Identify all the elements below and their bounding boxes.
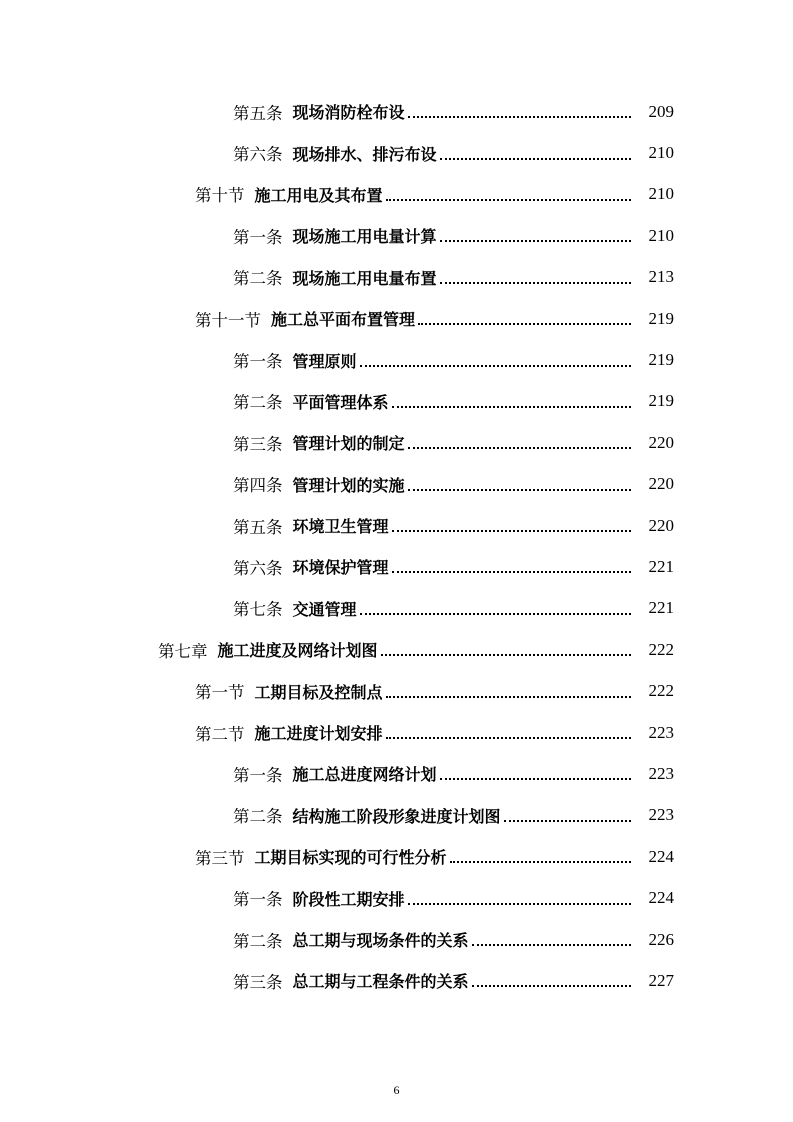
toc-entry-title: 施工进度及网络计划图 <box>217 641 378 661</box>
toc-entry-title: 施工进度计划安排 <box>254 724 383 744</box>
toc-entry-number: 第五条 <box>233 103 283 123</box>
toc-entry-page: 224 <box>648 888 674 908</box>
toc-entry[interactable] <box>0 919 793 960</box>
toc-entry-page: 219 <box>648 350 674 370</box>
toc-entry-page: 210 <box>648 143 674 163</box>
toc-entry[interactable] <box>0 298 793 339</box>
toc-entry-number: 第二条 <box>233 269 283 289</box>
toc-entry-number: 第六条 <box>233 145 283 165</box>
toc-entry[interactable] <box>0 712 793 753</box>
toc-entry-page: 227 <box>648 970 674 990</box>
toc-entry-number: 第五条 <box>233 517 283 537</box>
dot-leader <box>408 488 631 491</box>
toc-entry-page: 222 <box>648 639 674 659</box>
toc-entry-title: 环境卫生管理 <box>292 517 389 537</box>
toc-entry[interactable] <box>0 91 793 132</box>
toc-entry-page: 221 <box>648 598 674 618</box>
toc-entry[interactable] <box>0 753 793 794</box>
toc-entry-number: 第二条 <box>233 807 283 827</box>
dot-leader <box>450 860 631 863</box>
toc-entry-page: 223 <box>648 722 674 742</box>
toc-entry-page: 209 <box>648 101 674 121</box>
toc-entry-number: 第二节 <box>195 724 245 744</box>
toc-entry-page: 213 <box>648 267 674 287</box>
toc-entry-number: 第一条 <box>233 227 283 247</box>
toc-entry-title: 总工期与现场条件的关系 <box>292 931 469 950</box>
page-number: 6 <box>393 1083 400 1097</box>
toc-entry-number: 第七条 <box>233 600 283 620</box>
toc-entry-title: 现场消防栓布设 <box>292 103 405 123</box>
toc-entry-title: 阶段性工期安排 <box>292 889 405 909</box>
toc-entry[interactable] <box>0 836 793 877</box>
toc-entry-page: 223 <box>648 805 674 825</box>
dot-leader <box>392 570 631 573</box>
toc-entry[interactable] <box>0 960 793 1001</box>
toc-entry-title: 现场排水、排污布设 <box>292 144 437 164</box>
dot-leader <box>472 984 631 987</box>
toc-entry-number: 第二条 <box>233 393 283 413</box>
dot-leader <box>440 777 631 780</box>
toc-entry-title: 施工总进度网络计划 <box>292 765 437 785</box>
toc-entry-number: 第三条 <box>233 434 283 454</box>
toc-entry[interactable] <box>0 422 793 463</box>
toc-entry-title: 管理计划的实施 <box>292 475 405 495</box>
toc-entry[interactable] <box>0 381 793 422</box>
toc-entry-page: 220 <box>648 515 674 535</box>
toc-entry-number: 第一条 <box>233 765 283 785</box>
toc-entry-number: 第十节 <box>195 186 245 206</box>
toc-entry-number: 第三条 <box>233 972 283 992</box>
toc-entry-number: 第一节 <box>195 683 245 703</box>
toc-entry-title: 工期目标及控制点 <box>254 682 383 702</box>
dot-leader <box>360 364 631 367</box>
dot-leader <box>472 943 631 946</box>
toc-entry-number: 第三节 <box>195 848 245 868</box>
toc-entry[interactable] <box>0 795 793 836</box>
dot-leader <box>392 529 631 532</box>
dot-leader <box>392 405 631 408</box>
toc-entry[interactable] <box>0 257 793 298</box>
toc-entry-title: 工期目标实现的可行性分析 <box>254 848 447 868</box>
toc-entry[interactable] <box>0 464 793 505</box>
toc-entry-title: 总工期与工程条件的关系 <box>292 972 469 992</box>
toc-entry-title: 结构施工阶段形象进度计划图 <box>292 806 501 826</box>
toc-entry-title: 现场施工用电量布置 <box>292 268 437 288</box>
toc-entry-number: 第一条 <box>233 890 283 910</box>
toc-entry[interactable] <box>0 339 793 380</box>
toc-entry[interactable] <box>0 546 793 587</box>
toc-entry[interactable] <box>0 505 793 546</box>
toc-entry-title: 现场施工用电量计算 <box>292 227 437 247</box>
dot-leader <box>408 115 631 118</box>
dot-leader <box>418 322 631 325</box>
toc-entry-page: 220 <box>648 474 674 494</box>
toc-entry-title: 平面管理体系 <box>292 392 389 412</box>
toc-entry-number: 第一条 <box>233 352 283 372</box>
toc-entry-title: 施工总平面布置管理 <box>271 310 416 330</box>
toc-entry[interactable] <box>0 588 793 629</box>
toc-entry-page: 210 <box>648 225 674 245</box>
toc-entry-number: 第十一节 <box>195 310 261 330</box>
toc-entry-number: 第七章 <box>158 641 208 661</box>
table-of-contents <box>0 91 793 1002</box>
dot-leader <box>386 695 631 698</box>
toc-entry[interactable] <box>0 132 793 173</box>
toc-entry-title: 施工用电及其布置 <box>254 185 383 205</box>
toc-entry-page: 221 <box>648 556 674 576</box>
toc-entry-number: 第六条 <box>233 558 283 578</box>
toc-entry-page: 219 <box>648 391 674 411</box>
dot-leader <box>440 281 631 284</box>
toc-entry-page: 220 <box>648 432 674 452</box>
toc-entry-title: 管理原则 <box>292 351 357 371</box>
dot-leader <box>360 612 631 615</box>
toc-entry-title: 交通管理 <box>292 599 357 619</box>
toc-entry-page: 210 <box>648 184 674 204</box>
dot-leader <box>440 239 631 242</box>
toc-entry[interactable] <box>0 877 793 918</box>
dot-leader <box>381 653 631 656</box>
toc-entry-page: 223 <box>648 763 674 783</box>
dot-leader <box>386 736 631 739</box>
toc-entry-number: 第二条 <box>233 931 283 951</box>
dot-leader <box>504 819 631 822</box>
toc-entry-title: 环境保护管理 <box>292 558 389 578</box>
toc-entry-page: 226 <box>648 929 674 949</box>
toc-entry[interactable] <box>0 670 793 711</box>
dot-leader <box>408 446 631 449</box>
toc-entry-number: 第四条 <box>233 476 283 496</box>
toc-entry[interactable] <box>0 215 793 256</box>
dot-leader <box>408 902 631 905</box>
dot-leader <box>440 157 631 160</box>
toc-entry[interactable] <box>0 174 793 215</box>
toc-entry-page: 222 <box>648 681 674 701</box>
toc-entry[interactable] <box>0 629 793 670</box>
toc-entry-page: 224 <box>648 846 674 866</box>
toc-entry-page: 219 <box>648 308 674 328</box>
toc-entry-title: 管理计划的制定 <box>292 434 405 454</box>
dot-leader <box>386 198 631 201</box>
